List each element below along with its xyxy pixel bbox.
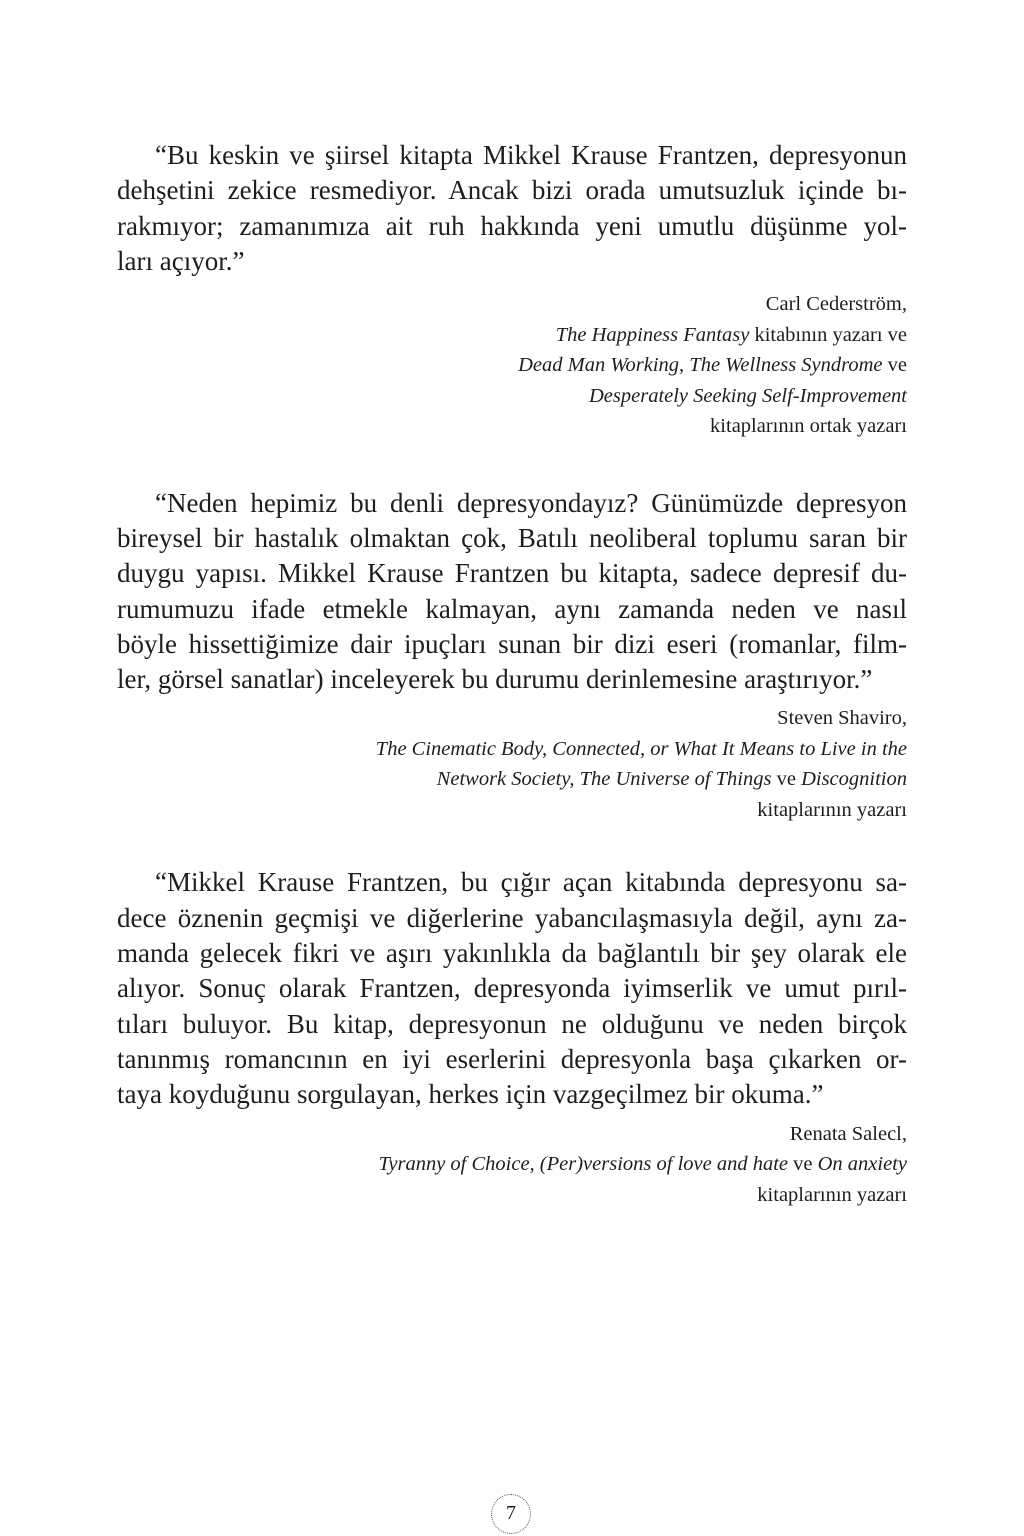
quote-salecl	[117, 865, 907, 1210]
attribution-line	[117, 411, 907, 442]
attribution-line	[117, 1149, 907, 1180]
attribution-text: ve	[771, 768, 802, 791]
quote-line: “Mikkel Krause Frantzen, bu çığır açan kitabında depresyonu sa-	[155, 867, 907, 898]
quote-line: manda gelecek fikri ve aşırı yakınlıkla da bağlantılı bir şey olarak ele	[117, 938, 907, 969]
book-title: Network Society, The Universe of Things	[436, 768, 772, 791]
book-title: On anxiety	[817, 1153, 907, 1176]
attribution-line	[117, 320, 907, 351]
quote-line: alıyor. Sonuç olarak Frantzen, depresyonda iyimserlik ve umut pırıl-	[117, 973, 907, 1004]
attribution-line	[117, 381, 907, 412]
quote-line: bireysel bir hastalık olmaktan çok, Batılı neoliberal toplumu saran bir	[117, 522, 907, 553]
attribution-line	[117, 764, 907, 795]
attribution-text: kitaplarının yazarı	[757, 798, 907, 821]
page-number: 7	[491, 1494, 531, 1534]
quote-spacer	[117, 442, 907, 486]
attribution-line	[117, 1180, 907, 1211]
quote-line: ları açıyor.”	[117, 245, 245, 276]
quote-line: duygu yapısı. Mikkel Krause Frantzen bu kitapta, sadece depresif du-	[117, 558, 907, 589]
book-title: The Happiness Fantasy	[555, 323, 750, 346]
quote-line: “Neden hepimiz bu denli depresyondayız? Günümüzde depresyon	[155, 487, 907, 518]
attribution-text: kitaplarının yazarı	[757, 1183, 907, 1206]
attribution-text: ve	[788, 1153, 818, 1176]
attribution-text: ve	[882, 354, 907, 377]
book-page	[117, 138, 907, 1210]
book-title: Tyranny of Choice, (Per)versions of love and hate	[378, 1153, 789, 1176]
quote-spacer	[117, 825, 907, 865]
attribution-line	[117, 734, 907, 765]
quote-line: dehşetini zekice resmediyor. Ancak bizi orada umutsuzluk içinde bı-	[117, 175, 907, 206]
quote-cederstrom	[117, 138, 907, 442]
book-title: Discognition	[801, 768, 907, 791]
quote-attribution	[117, 703, 907, 825]
author-name: Renata Salecl,	[789, 1122, 907, 1145]
quote-line: tıları buluyor. Bu kitap, depresyonun ne olduğunu ve neden birçok	[117, 1008, 907, 1039]
author-name: Steven Shaviro,	[777, 707, 907, 730]
quote-line: rakmıyor; zamanımıza ait ruh hakkında yeni umutlu düşünme yol-	[117, 210, 907, 241]
attribution-line	[117, 795, 907, 826]
quote-line: “Bu keskin ve şiirsel kitapta Mikkel Krause Frantzen, depresyonun	[155, 140, 907, 170]
quote-line: rumumuzu ifade etmekle kalmayan, aynı zamanda neden ve nasıl	[117, 593, 907, 624]
quote-attribution	[117, 1119, 907, 1211]
book-title: The Cinematic Body, Connected, or What It Means to Live in the	[375, 737, 907, 760]
book-title: Desperately Seeking Self-Improvement	[588, 384, 907, 407]
book-title: Dead Man Working, The Wellness Syndrome	[518, 354, 883, 377]
quote-line: tanınmış romancının en iyi eserlerini depresyonla başa çıkarken or-	[117, 1043, 907, 1074]
author-name: Carl Cederström,	[765, 293, 907, 316]
quote-attribution	[117, 289, 907, 442]
quote-line: dece öznenin geçmişi ve diğerlerine yabancılaşmasıyla değil, aynı za-	[117, 902, 907, 933]
quote-line: taya koyduğunu sorgulayan, herkes için vazgeçilmez bir okuma.”	[117, 1079, 824, 1110]
attribution-text: kitabının yazarı ve	[749, 323, 907, 346]
attribution-line	[117, 350, 907, 381]
quote-line: ler, görsel sanatlar) inceleyerek bu durumu derinlemesine araştırıyor.”	[117, 664, 873, 695]
quote-shaviro	[117, 486, 907, 826]
attribution-text: kitaplarının ortak yazarı	[710, 415, 907, 438]
quote-line: böyle hissettiğimize dair ipuçları sunan bir dizi eseri (romanlar, film-	[117, 628, 907, 659]
